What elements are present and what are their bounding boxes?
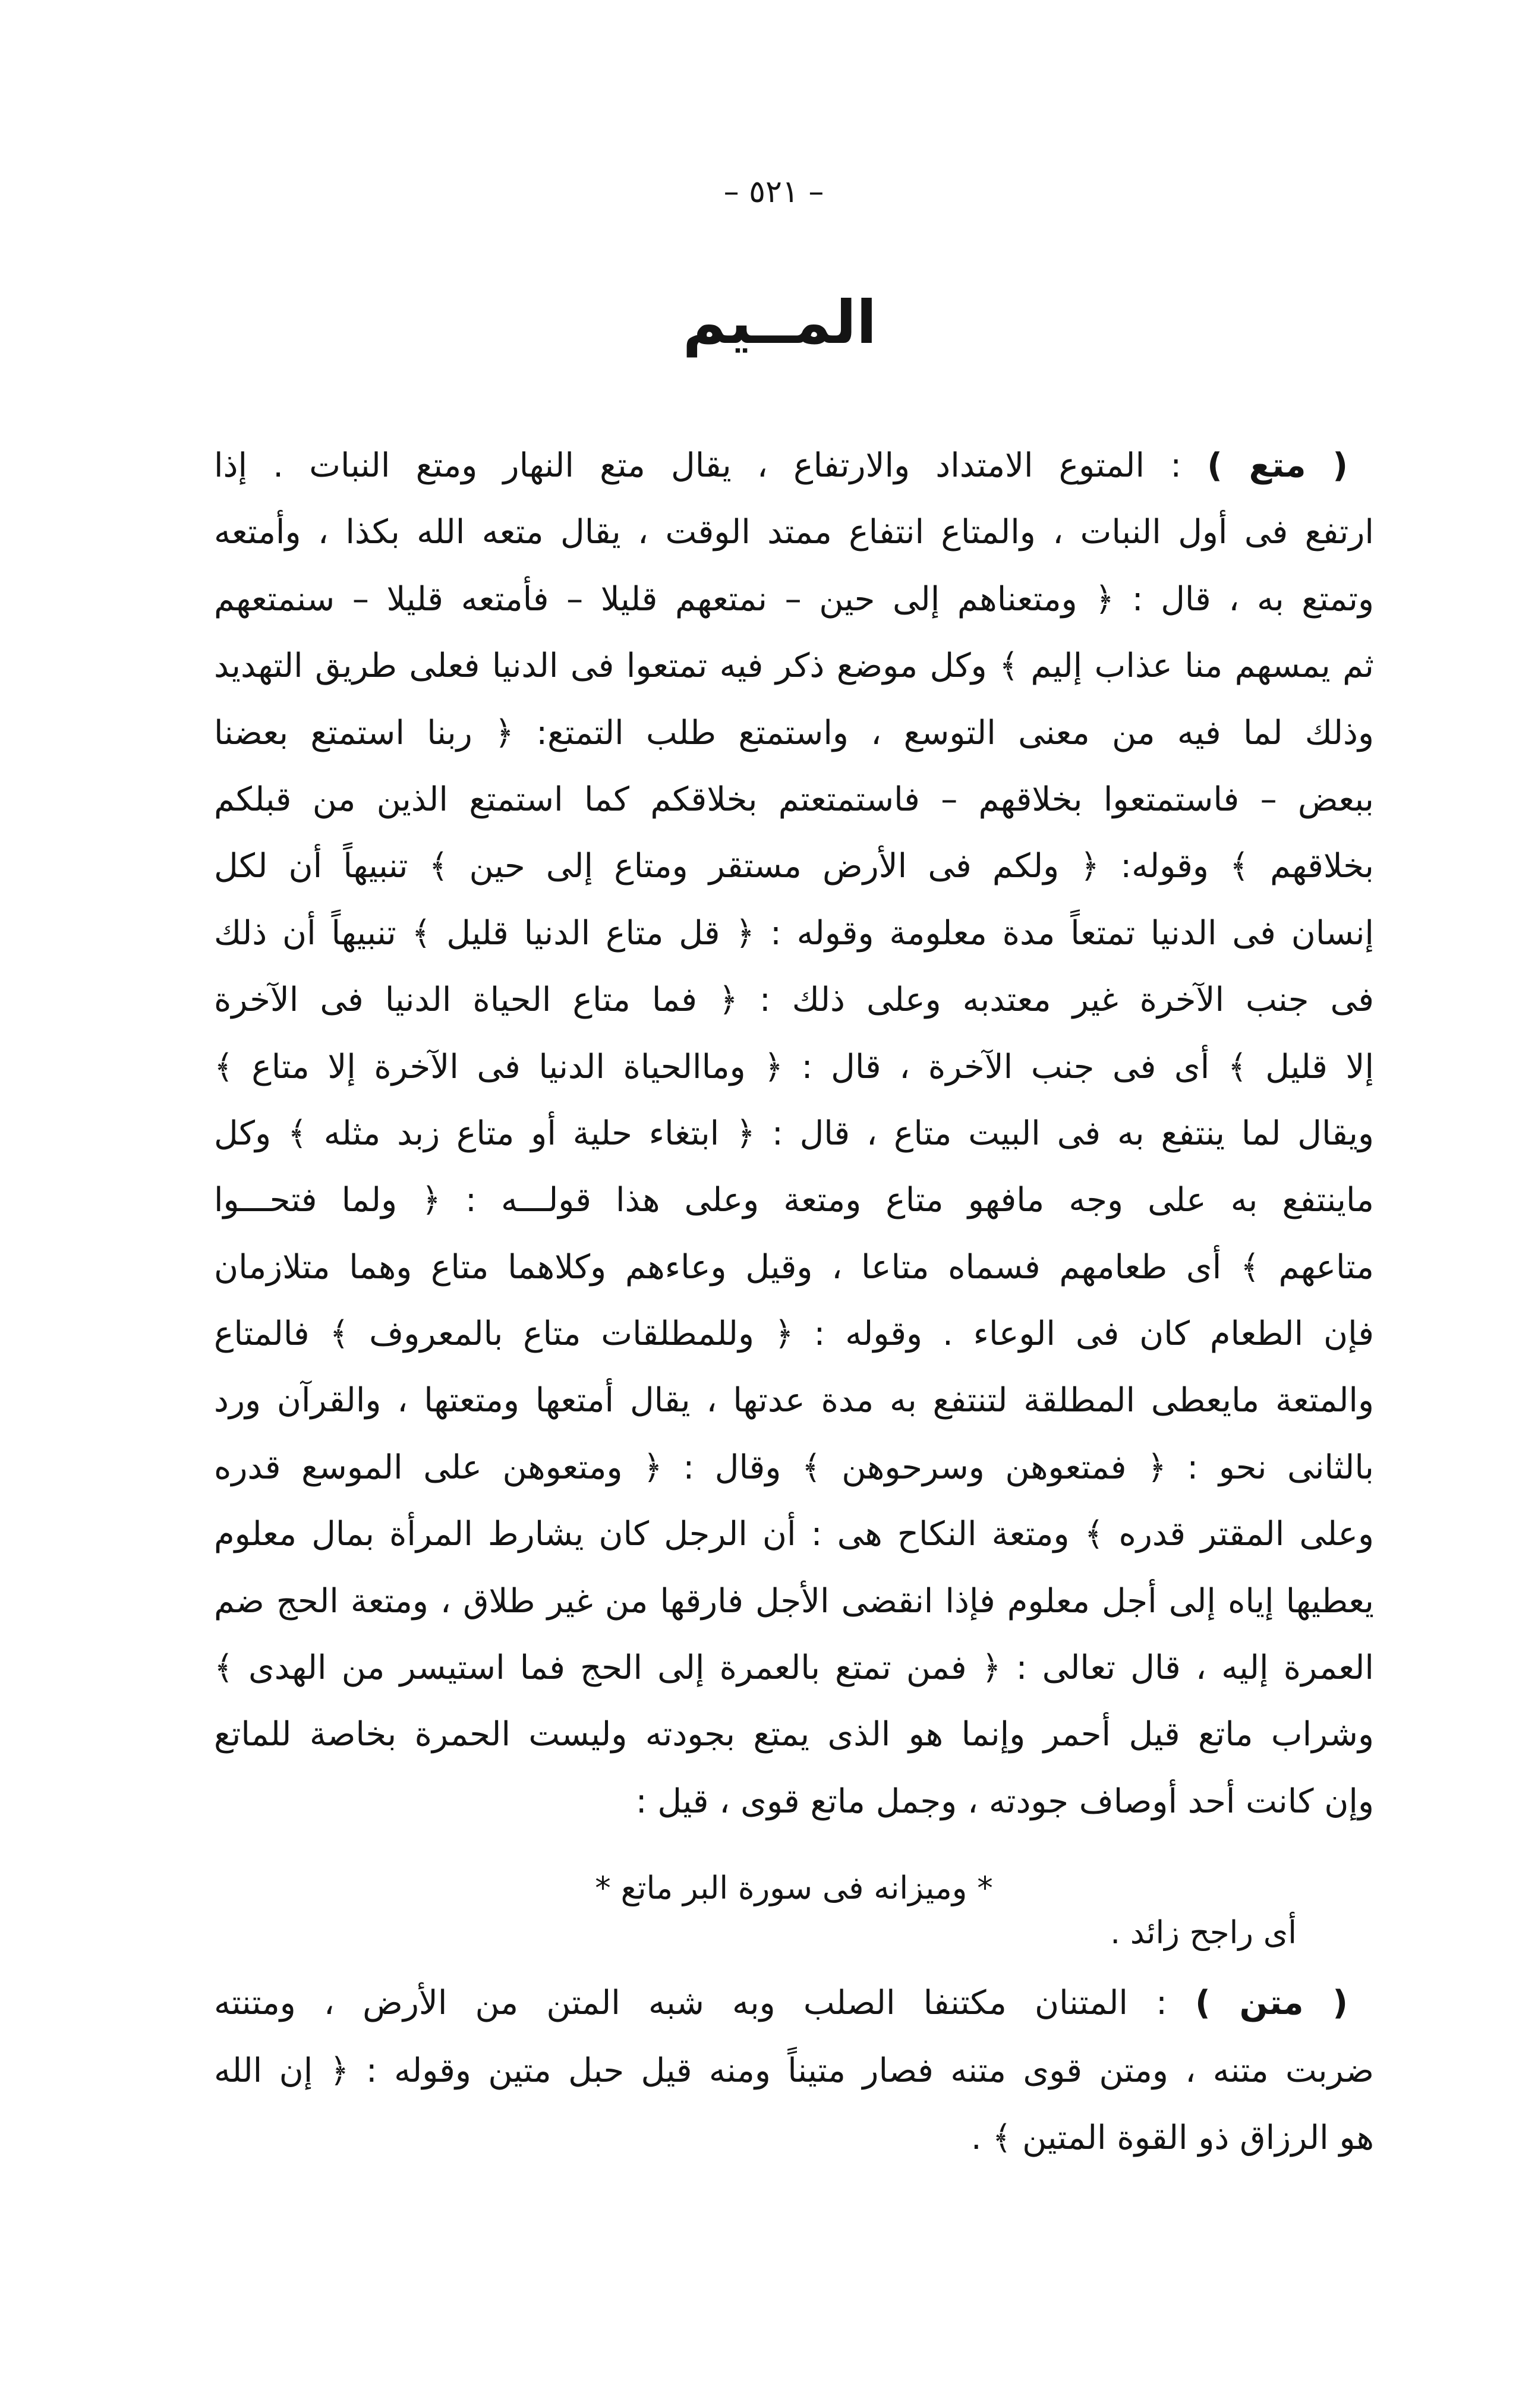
text-line: فإن الطعام كان فى الوعاء . وقوله : ﴿ وللمطلقات متاع بالمعروف ﴾ فالمتاع: [214, 1315, 1374, 1354]
verse-gloss: أى راجح زائد .: [1110, 1915, 1297, 1951]
text-line: فى جنب الآخرة غير معتدبه وعلى ذلك : ﴿ فما متاع الحياة الدنيا فى الآخرة: [214, 981, 1374, 1020]
text-line: ضربت متنه ، ومتن قوى متنه فصار متيناً ومنه قيل حبل متين وقوله : ﴿ إن الله: [214, 2051, 1374, 2090]
text-line: وذلك لما فيه من معنى التوسع ، واستمتع طلب التمتع: ﴿ ربنا استمتع بعضنا: [214, 713, 1374, 752]
text-line: ببعض – فاستمتعوا بخلاقهم – فاستمتعتم بخلاقكم كما استمتع الذين من قبلكم: [214, 780, 1374, 819]
section-heading: المــيم: [682, 288, 877, 357]
text-line: [214, 433, 1374, 499]
poetry-verse: * وميزانه فى سورة البر ماتع *: [595, 1870, 993, 1906]
entry-headword: ( متع ): [1207, 446, 1348, 485]
text-line: هو الرزاق ذو القوة المتين ﴾ .: [970, 2119, 1374, 2157]
text-line: العمرة إليه ، قال تعالى : ﴿ فمن تمتع بالعمرة إلى الحج فما استيسر من الهدى ﴾: [214, 1649, 1374, 1688]
text-line: متاعهم ﴾ أى طعامهم فسماه متاعا ، وقيل وعاءهم وكلاهما متاع وهما متلازمان: [214, 1247, 1374, 1287]
text-line: يعطيها إياه إلى أجل معلوم فإذا انقضى الأجل فارقها من غير طلاق ، ومتعة الحج ضم: [214, 1581, 1374, 1621]
text-line: وإن كانت أحد أوصاف جودته ، وجمل ماتع قوى ، قيل :: [635, 1782, 1374, 1821]
dictionary-entry-mata: [214, 433, 1374, 1835]
text-line: ثم يمسهم منا عذاب إليم ﴾ وكل موضع ذكر فيه تمتعوا فى الدنيا فعلى طريق التهديد: [214, 647, 1374, 686]
dictionary-entry-matn: [214, 1969, 1374, 2172]
text-line: ماينتفع به على وجه مافهو متاع ومتعة وعلى هذا قولـــه : ﴿ ولما فتحـــوا: [214, 1181, 1374, 1220]
text-line: ويقال لما ينتفع به فى البيت متاع ، قال : ﴿ ابتغاء حلية أو متاع زبد مثله ﴾ وكل: [214, 1114, 1374, 1153]
text-line-content: : المتوع الامتداد والارتفاع ، يقال متع النهار ومتع النبات . إذا: [214, 446, 1182, 485]
text-line: بالثانى نحو : ﴿ فمتعوهن وسرحوهن ﴾ وقال : ﴿ ومتعوهن على الموسع قدره: [214, 1448, 1374, 1487]
text-line: ارتفع فى أول النبات ، والمتاع انتفاع ممتد الوقت ، يقال متعه الله بكذا ، وأمتعه: [214, 513, 1374, 552]
text-line: إلا قليل ﴾ أى فى جنب الآخرة ، قال : ﴿ وماالحياة الدنيا فى الآخرة إلا متاع ﴾: [214, 1047, 1374, 1086]
text-line: إنسان فى الدنيا تمتعاً مدة معلومة وقوله : ﴿ قل متاع الدنيا قليل ﴾ تنبيهاً أن ذلك: [214, 913, 1374, 953]
text-line: بخلاقهم ﴾ وقوله: ﴿ ولكم فى الأرض مستقر ومتاع إلى حين ﴾ تنبيهاً أن لكل: [214, 847, 1374, 886]
text-line: والمتعة مايعطى المطلقة لتنتفع به مدة عدتها ، يقال أمتعها ومتعتها ، والقرآن ورد: [214, 1381, 1374, 1420]
entry-headword: ( متن ): [1195, 1984, 1348, 2022]
text-line: [214, 1969, 1374, 2037]
text-line: وعلى المقتر قدره ﴾ ومتعة النكاح هى : أن الرجل كان يشارط المرأة بمال معلوم: [214, 1515, 1374, 1554]
text-line: وتمتع به ، قال : ﴿ ومتعناهم إلى حين – نمتعهم قليلا – فأمتعه قليلا – سنمتعهم: [214, 579, 1374, 619]
page-number: – ٥٢١ –: [723, 174, 824, 210]
text-line-content: : المتنان مكتنفا الصلب وبه شبه المتن من الأرض ، ومتنته: [214, 1984, 1167, 2022]
text-line: وشراب ماتع قيل أحمر وإنما هو الذى يمتع بجودته وليست الحمرة بخاصة للماتع: [214, 1715, 1374, 1754]
